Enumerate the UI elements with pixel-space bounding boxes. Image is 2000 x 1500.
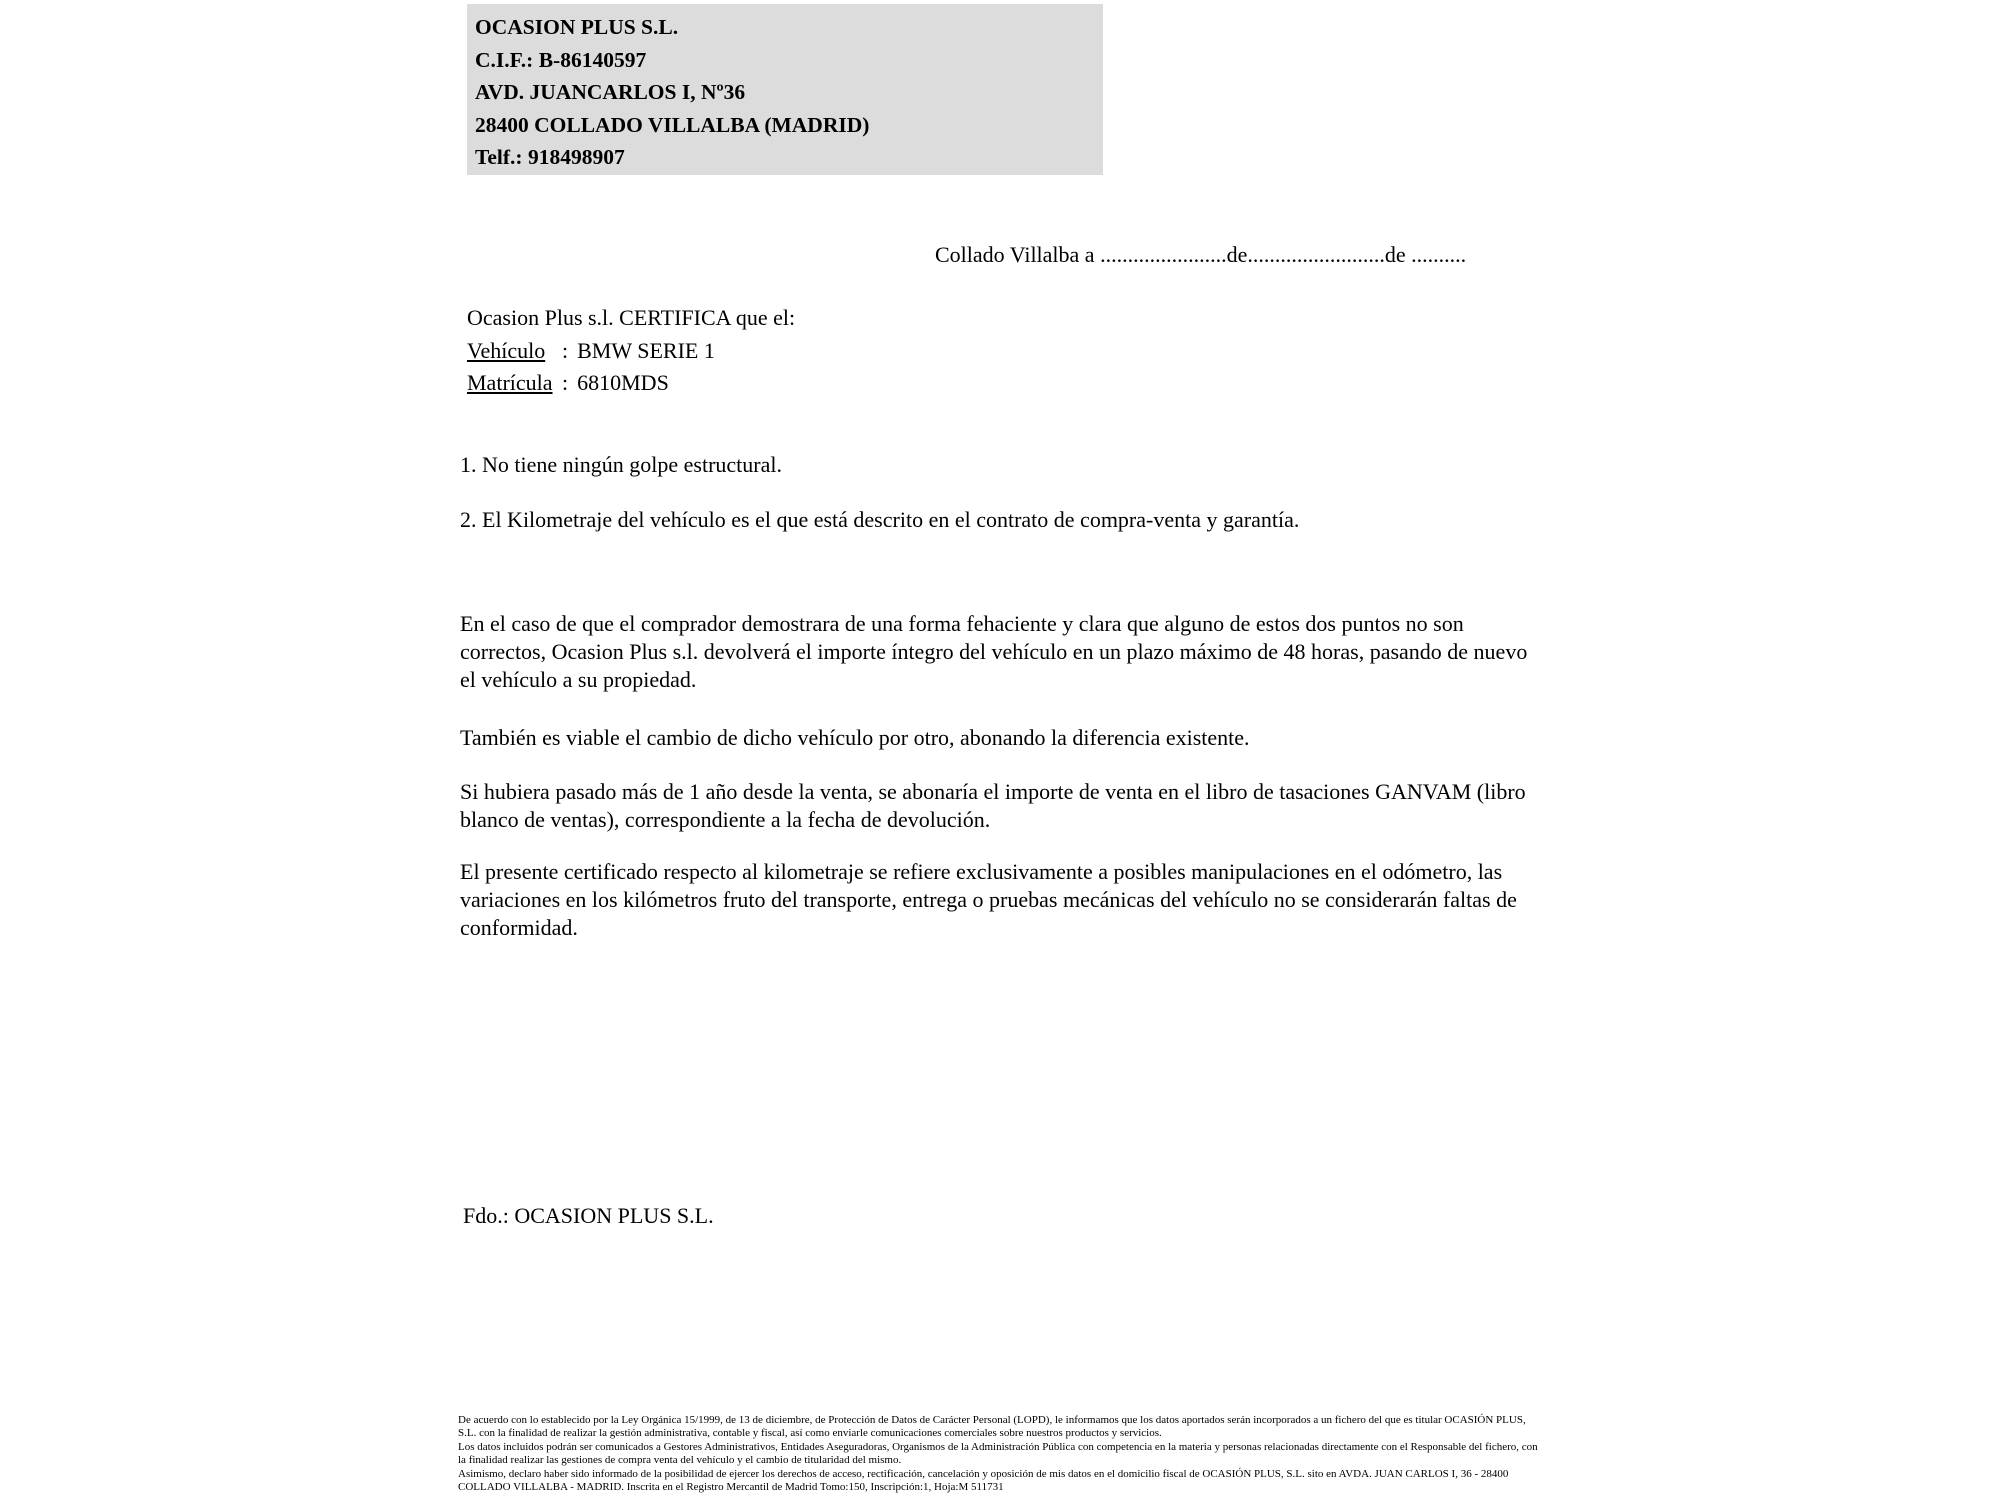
body-paragraphs	[460, 610, 1528, 942]
numbered-item-mileage: 2. El Kilometraje del vehículo es el que está descrito en el contrato de compra-venta y garantía.	[460, 507, 1300, 532]
plate-separator: :	[562, 370, 569, 395]
certify-section	[467, 302, 795, 400]
company-phone: Telf.: 918498907	[475, 145, 625, 169]
paragraph-odometer-disclaimer: El presente certificado respecto al kilometraje se refiere exclusivamente a posibles manipulaciones en el odómetro, las variaciones en los kilómetros fruto del transporte, entrega o pruebas mecánicas del vehículo no se considerarán faltas de conformidad.	[460, 859, 1517, 940]
legal-footer	[458, 1414, 1546, 1494]
vehicle-separator: :	[562, 337, 569, 363]
company-cif: C.I.F.: B-86140597	[475, 47, 647, 72]
company-name: OCASION PLUS S.L.	[475, 15, 679, 39]
company-city: 28400 COLLADO VILLALBA (MADRID)	[475, 112, 870, 137]
date-fill-in-line: Collado Villalba a .......................de.........................de ..........	[935, 242, 1467, 267]
paragraph-ganvam-valuation: Si hubiera pasado más de 1 año desde la venta, se abonaría el importe de venta en el libro de tasaciones GANVAM (libro blanco de ventas), correspondiente a la fecha de devolución.	[460, 779, 1526, 832]
plate-field	[467, 367, 795, 400]
company-header-block	[467, 4, 1103, 175]
vehicle-field	[467, 335, 795, 368]
plate-label: Matrícula	[467, 370, 553, 395]
numbered-item-structural: 1. No tiene ningún golpe estructural.	[460, 452, 782, 477]
paragraph-vehicle-exchange: También es viable el cambio de dicho vehículo por otro, abonando la diferencia existente.	[460, 725, 1250, 750]
paragraph-refund-guarantee: En el caso de que el comprador demostrara de una forma fehaciente y clara que alguno de estos dos puntos no son correctos, Ocasion Plus s.l. devolverá el importe íntegro del vehículo en un plazo máximo de 48 horas, pasando de nuevo el vehículo a su propiedad.	[460, 611, 1528, 692]
plate-value: 6810MDS	[577, 370, 669, 395]
legal-paragraph-rights: Asimismo, declaro haber sido informado de la posibilidad de ejercer los derechos de acceso, rectificación, cancelación y oposición de mis datos en el domicilio fiscal de OCASIÓN PLUS, S.L. sito en AVDA. JUAN CARLOS I, 36 - 28400 COLLADO VILLALBA - MADRID. Inscrita en el Registro Mercantil de Madrid Tomo:150, Inscripción:1, Hoja:M 511731	[458, 1467, 1509, 1494]
legal-paragraph-lopd: De acuerdo con lo establecido por la Ley Orgánica 15/1999, de 13 de diciembre, de Protección de Datos de Carácter Personal (LOPD), le informamos que los datos aportados serán incorporados a un fichero del que es titular OCASIÓN PLUS, S.L. con la finalidad de realizar la gestión administrativa, contable y fiscal, así como enviarle comunicaciones comerciales sobre nuestros productos y servicios.	[458, 1414, 1526, 1440]
vehicle-value: BMW SERIE 1	[577, 337, 715, 363]
vehicle-label: Vehículo	[467, 337, 546, 363]
signature-line: Fdo.: OCASION PLUS S.L.	[463, 1203, 714, 1228]
legal-paragraph-data-sharing: Los datos incluidos podrán ser comunicados a Gestores Administrativos, Entidades Aseguradoras, Organismos de la Administración Pública con competencia en la materia y personas relacionadas directamente con el Responsable del fichero, con la finalidad realizar las gestiones de compra venta del vehículo y el cambio de titularidad del mismo.	[458, 1440, 1538, 1467]
company-address: AVD. JUANCARLOS I, Nº36	[475, 80, 746, 104]
certify-intro: Ocasion Plus s.l. CERTIFICA que el:	[467, 305, 796, 330]
